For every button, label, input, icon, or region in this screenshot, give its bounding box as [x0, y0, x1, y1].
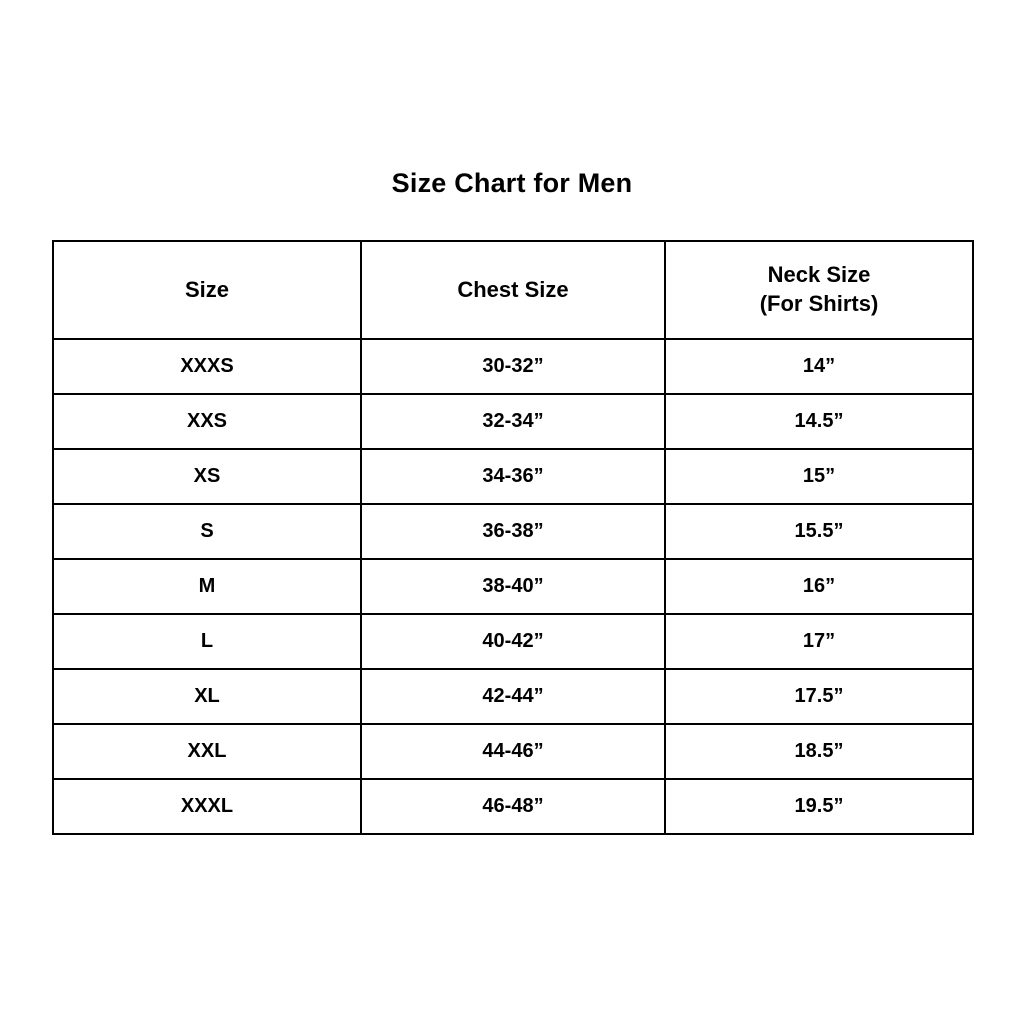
cell-neck: 17.5”: [665, 669, 973, 724]
cell-chest: 46-48”: [361, 779, 665, 834]
table-row: [53, 669, 973, 724]
cell-size: XL: [53, 669, 361, 724]
cell-neck: 15.5”: [665, 504, 973, 559]
cell-size: S: [53, 504, 361, 559]
page-title: Size Chart for Men: [391, 168, 633, 198]
cell-chest: 30-32”: [361, 339, 665, 394]
cell-chest: 38-40”: [361, 559, 665, 614]
column-header-neck: [665, 241, 973, 339]
table-row: [53, 504, 973, 559]
column-header-neck-label: Neck Size: [767, 262, 871, 288]
column-header-size-label: Size: [184, 276, 230, 302]
cell-neck: 15”: [665, 449, 973, 504]
size-chart-table: [52, 240, 974, 835]
table-row: [53, 394, 973, 449]
column-header-neck-sublabel: (For Shirts): [759, 291, 879, 316]
cell-neck: 18.5”: [665, 724, 973, 779]
cell-chest: 32-34”: [361, 394, 665, 449]
cell-neck: 14.5”: [665, 394, 973, 449]
cell-size: XXXL: [53, 779, 361, 834]
cell-neck: 17”: [665, 614, 973, 669]
table-row: [53, 779, 973, 834]
table-row: [53, 614, 973, 669]
cell-size: XXL: [53, 724, 361, 779]
table-header-row: [53, 241, 973, 339]
table-row: [53, 449, 973, 504]
table-row: [53, 339, 973, 394]
cell-neck: 19.5”: [665, 779, 973, 834]
table-row: [53, 559, 973, 614]
cell-size: XXXS: [53, 339, 361, 394]
cell-size: M: [53, 559, 361, 614]
column-header-chest-label: Chest Size: [457, 276, 569, 302]
cell-size: L: [53, 614, 361, 669]
column-header-chest: [361, 241, 665, 339]
cell-size: XXS: [53, 394, 361, 449]
cell-chest: 44-46”: [361, 724, 665, 779]
cell-neck: 16”: [665, 559, 973, 614]
column-header-size: [53, 241, 361, 339]
cell-chest: 36-38”: [361, 504, 665, 559]
cell-neck: 14”: [665, 339, 973, 394]
table-row: [53, 724, 973, 779]
cell-size: XS: [53, 449, 361, 504]
cell-chest: 34-36”: [361, 449, 665, 504]
cell-chest: 40-42”: [361, 614, 665, 669]
cell-chest: 42-44”: [361, 669, 665, 724]
